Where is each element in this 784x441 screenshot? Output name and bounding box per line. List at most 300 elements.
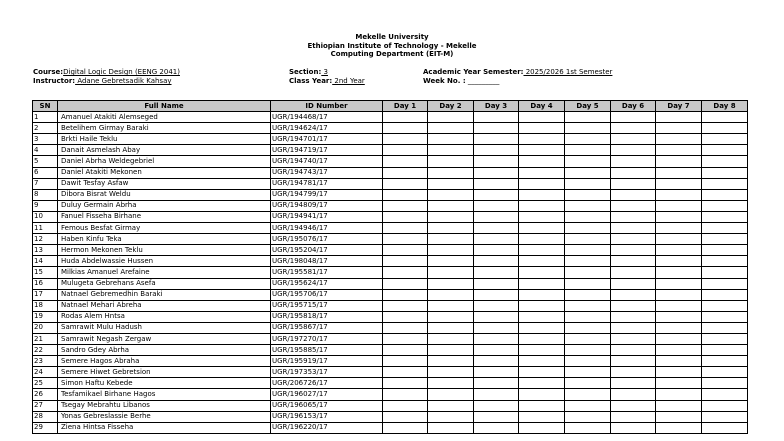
day-2-cell[interactable]	[428, 245, 474, 256]
day-3-cell[interactable]	[474, 300, 519, 311]
day-7-cell[interactable]	[656, 333, 702, 344]
day-1-cell[interactable]	[383, 389, 428, 400]
day-2-cell[interactable]	[428, 300, 474, 311]
day-2-cell[interactable]	[428, 422, 474, 433]
day-8-cell[interactable]	[702, 367, 748, 378]
day-7-cell[interactable]	[656, 123, 702, 134]
day-8-cell[interactable]	[702, 145, 748, 156]
id-number-cell: UGR/195624/17	[271, 278, 383, 289]
name-cell: Hermon Mekonen Teklu	[58, 245, 271, 256]
day-1-cell[interactable]	[383, 311, 428, 322]
day-7-cell[interactable]	[656, 145, 702, 156]
day-8-cell[interactable]	[702, 300, 748, 311]
table-row	[33, 400, 748, 411]
day-3-cell[interactable]	[474, 345, 519, 356]
day-2-cell[interactable]	[428, 200, 474, 211]
sn-cell: 12	[33, 234, 58, 245]
name-cell: Rodas Alem Hntsa	[58, 311, 271, 322]
day-7-cell[interactable]	[656, 200, 702, 211]
day-6-cell[interactable]	[611, 333, 656, 344]
day-5-cell[interactable]	[565, 400, 611, 411]
day-6-cell[interactable]	[611, 311, 656, 322]
day-5-cell[interactable]	[565, 267, 611, 278]
day-1-cell[interactable]	[383, 256, 428, 267]
day-1-cell[interactable]	[383, 322, 428, 333]
day-6-cell[interactable]	[611, 211, 656, 222]
day-4-cell[interactable]	[519, 378, 565, 389]
day-5-cell[interactable]	[565, 300, 611, 311]
day-5-cell[interactable]	[565, 200, 611, 211]
day-1-cell[interactable]	[383, 300, 428, 311]
day-1-cell[interactable]	[383, 289, 428, 300]
day-5-cell[interactable]	[565, 134, 611, 145]
table-row	[33, 333, 748, 344]
table-row	[33, 189, 748, 200]
day-1-cell[interactable]	[383, 345, 428, 356]
day-3-cell[interactable]	[474, 223, 519, 234]
day-1-cell[interactable]	[383, 112, 428, 123]
day-2-cell[interactable]	[428, 256, 474, 267]
id-number-cell: UGR/195885/17	[271, 345, 383, 356]
day-5-cell[interactable]	[565, 289, 611, 300]
day-4-cell[interactable]	[519, 356, 565, 367]
table-row	[33, 378, 748, 389]
name-cell: Semere Hiwet Gebretsion	[58, 367, 271, 378]
day-3-cell[interactable]	[474, 311, 519, 322]
day-2-cell[interactable]	[428, 389, 474, 400]
day-2-cell[interactable]	[428, 378, 474, 389]
day-8-cell[interactable]	[702, 411, 748, 422]
day-5-cell[interactable]	[565, 211, 611, 222]
day-5-cell[interactable]	[565, 333, 611, 344]
day-1-cell[interactable]	[383, 400, 428, 411]
day-5-cell[interactable]	[565, 256, 611, 267]
day-7-cell[interactable]	[656, 256, 702, 267]
day-7-cell[interactable]	[656, 311, 702, 322]
day-4-cell[interactable]	[519, 167, 565, 178]
day-4-cell[interactable]	[519, 234, 565, 245]
day-1-cell[interactable]	[383, 134, 428, 145]
day-4-cell[interactable]	[519, 345, 565, 356]
day-4-cell[interactable]	[519, 367, 565, 378]
day-6-cell[interactable]	[611, 156, 656, 167]
day-1-cell[interactable]	[383, 245, 428, 256]
name-cell: Danait Asmelash Abay	[58, 145, 271, 156]
day-3-cell[interactable]	[474, 289, 519, 300]
day-5-cell[interactable]	[565, 123, 611, 134]
day-2-cell[interactable]	[428, 400, 474, 411]
day-5-cell[interactable]	[565, 245, 611, 256]
day-6-cell[interactable]	[611, 167, 656, 178]
week-value: _________	[465, 77, 500, 85]
day-4-cell[interactable]	[519, 123, 565, 134]
day-4-cell[interactable]	[519, 411, 565, 422]
day-8-cell[interactable]	[702, 333, 748, 344]
day-7-cell[interactable]	[656, 400, 702, 411]
name-cell: Milkias Amanuel Arefaine	[58, 267, 271, 278]
section-value: 3	[321, 68, 328, 76]
sn-cell: 1	[33, 112, 58, 123]
day-6-cell[interactable]	[611, 356, 656, 367]
day-2-cell[interactable]	[428, 333, 474, 344]
day-7-cell[interactable]	[656, 211, 702, 222]
day-7-cell[interactable]	[656, 267, 702, 278]
day-5-cell[interactable]	[565, 234, 611, 245]
day-3-cell[interactable]	[474, 389, 519, 400]
day-2-cell[interactable]	[428, 167, 474, 178]
day-8-cell[interactable]	[702, 356, 748, 367]
day-2-cell[interactable]	[428, 278, 474, 289]
column-header-day-1: Day 1	[383, 101, 428, 112]
day-4-cell[interactable]	[519, 112, 565, 123]
sn-cell: 11	[33, 223, 58, 234]
day-3-cell[interactable]	[474, 267, 519, 278]
table-row	[33, 311, 748, 322]
day-2-cell[interactable]	[428, 356, 474, 367]
day-8-cell[interactable]	[702, 112, 748, 123]
day-6-cell[interactable]	[611, 245, 656, 256]
day-2-cell[interactable]	[428, 234, 474, 245]
name-cell: Mulugeta Gebrehans Asefa	[58, 278, 271, 289]
day-1-cell[interactable]	[383, 411, 428, 422]
day-8-cell[interactable]	[702, 278, 748, 289]
day-6-cell[interactable]	[611, 145, 656, 156]
day-1-cell[interactable]	[383, 278, 428, 289]
day-3-cell[interactable]	[474, 156, 519, 167]
id-number-cell: UGR/194941/17	[271, 211, 383, 222]
day-4-cell[interactable]	[519, 156, 565, 167]
day-4-cell[interactable]	[519, 178, 565, 189]
name-cell: Dawit Tesfay Asfaw	[58, 178, 271, 189]
day-5-cell[interactable]	[565, 322, 611, 333]
name-cell: Semere Hagos Abraha	[58, 356, 271, 367]
sn-cell: 9	[33, 200, 58, 211]
day-6-cell[interactable]	[611, 278, 656, 289]
day-8-cell[interactable]	[702, 400, 748, 411]
day-8-cell[interactable]	[702, 189, 748, 200]
id-number-cell: UGR/195818/17	[271, 311, 383, 322]
day-6-cell[interactable]	[611, 200, 656, 211]
day-5-cell[interactable]	[565, 223, 611, 234]
day-4-cell[interactable]	[519, 200, 565, 211]
day-1-cell[interactable]	[383, 234, 428, 245]
day-6-cell[interactable]	[611, 400, 656, 411]
name-cell: Dibora Bisrat Weldu	[58, 189, 271, 200]
section-label: Section:	[289, 68, 322, 76]
day-2-cell[interactable]	[428, 367, 474, 378]
day-8-cell[interactable]	[702, 123, 748, 134]
day-7-cell[interactable]	[656, 167, 702, 178]
day-6-cell[interactable]	[611, 322, 656, 333]
day-6-cell[interactable]	[611, 123, 656, 134]
day-8-cell[interactable]	[702, 378, 748, 389]
day-8-cell[interactable]	[702, 211, 748, 222]
day-8-cell[interactable]	[702, 134, 748, 145]
day-4-cell[interactable]	[519, 278, 565, 289]
day-5-cell[interactable]	[565, 345, 611, 356]
day-3-cell[interactable]	[474, 400, 519, 411]
id-number-cell: UGR/194799/17	[271, 189, 383, 200]
sn-cell: 10	[33, 211, 58, 222]
day-6-cell[interactable]	[611, 411, 656, 422]
day-3-cell[interactable]	[474, 245, 519, 256]
column-header-day-6: Day 6	[611, 101, 656, 112]
name-cell: Tsegay Mebrahtu Libanos	[58, 400, 271, 411]
day-7-cell[interactable]	[656, 223, 702, 234]
day-8-cell[interactable]	[702, 389, 748, 400]
day-5-cell[interactable]	[565, 167, 611, 178]
day-5-cell[interactable]	[565, 378, 611, 389]
day-5-cell[interactable]	[565, 189, 611, 200]
table-row	[33, 256, 748, 267]
sn-cell: 21	[33, 333, 58, 344]
day-8-cell[interactable]	[702, 200, 748, 211]
day-3-cell[interactable]	[474, 145, 519, 156]
day-8-cell[interactable]	[702, 345, 748, 356]
day-8-cell[interactable]	[702, 223, 748, 234]
day-6-cell[interactable]	[611, 267, 656, 278]
day-1-cell[interactable]	[383, 211, 428, 222]
day-7-cell[interactable]	[656, 378, 702, 389]
day-8-cell[interactable]	[702, 311, 748, 322]
day-1-cell[interactable]	[383, 123, 428, 134]
day-3-cell[interactable]	[474, 123, 519, 134]
day-6-cell[interactable]	[611, 256, 656, 267]
day-6-cell[interactable]	[611, 300, 656, 311]
day-2-cell[interactable]	[428, 123, 474, 134]
day-3-cell[interactable]	[474, 167, 519, 178]
academic-year-value: 2025/2026 1st Semester	[523, 68, 613, 76]
day-7-cell[interactable]	[656, 345, 702, 356]
column-header-day-7: Day 7	[656, 101, 702, 112]
table-row	[33, 267, 748, 278]
day-1-cell[interactable]	[383, 167, 428, 178]
table-row	[33, 167, 748, 178]
sn-cell: 22	[33, 345, 58, 356]
day-3-cell[interactable]	[474, 422, 519, 433]
day-2-cell[interactable]	[428, 345, 474, 356]
day-7-cell[interactable]	[656, 422, 702, 433]
sn-cell: 8	[33, 189, 58, 200]
day-5-cell[interactable]	[565, 278, 611, 289]
name-cell: Yonas Gebreslassie Berhe	[58, 411, 271, 422]
day-3-cell[interactable]	[474, 200, 519, 211]
name-cell: Samrawit Negash Zergaw	[58, 333, 271, 344]
day-7-cell[interactable]	[656, 356, 702, 367]
day-3-cell[interactable]	[474, 356, 519, 367]
table-row	[33, 367, 748, 378]
day-6-cell[interactable]	[611, 223, 656, 234]
day-1-cell[interactable]	[383, 145, 428, 156]
day-4-cell[interactable]	[519, 245, 565, 256]
day-7-cell[interactable]	[656, 322, 702, 333]
day-1-cell[interactable]	[383, 178, 428, 189]
day-4-cell[interactable]	[519, 300, 565, 311]
day-5-cell[interactable]	[565, 422, 611, 433]
day-4-cell[interactable]	[519, 256, 565, 267]
day-8-cell[interactable]	[702, 422, 748, 433]
day-2-cell[interactable]	[428, 411, 474, 422]
day-7-cell[interactable]	[656, 245, 702, 256]
day-1-cell[interactable]	[383, 156, 428, 167]
day-3-cell[interactable]	[474, 234, 519, 245]
day-3-cell[interactable]	[474, 256, 519, 267]
name-cell: Ziena Hintsa Fisseha	[58, 422, 271, 433]
day-4-cell[interactable]	[519, 400, 565, 411]
day-5-cell[interactable]	[565, 411, 611, 422]
id-number-cell: UGR/195076/17	[271, 234, 383, 245]
day-2-cell[interactable]	[428, 211, 474, 222]
day-5-cell[interactable]	[565, 389, 611, 400]
day-1-cell[interactable]	[383, 267, 428, 278]
table-row	[33, 422, 748, 433]
day-3-cell[interactable]	[474, 134, 519, 145]
instructor-value: Adane Gebretsadik Kahsay	[75, 77, 172, 85]
day-6-cell[interactable]	[611, 367, 656, 378]
day-8-cell[interactable]	[702, 267, 748, 278]
day-4-cell[interactable]	[519, 322, 565, 333]
name-cell: Duluy Germain Abrha	[58, 200, 271, 211]
week-label: Week No. :	[423, 77, 466, 85]
day-4-cell[interactable]	[519, 134, 565, 145]
id-number-cell: UGR/194719/17	[271, 145, 383, 156]
sn-cell: 19	[33, 311, 58, 322]
day-2-cell[interactable]	[428, 311, 474, 322]
table-row	[33, 322, 748, 333]
day-5-cell[interactable]	[565, 178, 611, 189]
day-2-cell[interactable]	[428, 145, 474, 156]
day-1-cell[interactable]	[383, 367, 428, 378]
day-4-cell[interactable]	[519, 145, 565, 156]
day-6-cell[interactable]	[611, 178, 656, 189]
day-7-cell[interactable]	[656, 234, 702, 245]
day-5-cell[interactable]	[565, 145, 611, 156]
day-7-cell[interactable]	[656, 156, 702, 167]
day-8-cell[interactable]	[702, 289, 748, 300]
day-8-cell[interactable]	[702, 322, 748, 333]
day-7-cell[interactable]	[656, 112, 702, 123]
day-6-cell[interactable]	[611, 134, 656, 145]
day-6-cell[interactable]	[611, 378, 656, 389]
day-6-cell[interactable]	[611, 234, 656, 245]
sn-cell: 27	[33, 400, 58, 411]
day-5-cell[interactable]	[565, 112, 611, 123]
day-3-cell[interactable]	[474, 211, 519, 222]
name-cell: Fanuel Fisseha Birhane	[58, 211, 271, 222]
day-3-cell[interactable]	[474, 378, 519, 389]
day-3-cell[interactable]	[474, 411, 519, 422]
day-4-cell[interactable]	[519, 189, 565, 200]
day-8-cell[interactable]	[702, 256, 748, 267]
day-4-cell[interactable]	[519, 223, 565, 234]
day-7-cell[interactable]	[656, 178, 702, 189]
day-3-cell[interactable]	[474, 333, 519, 344]
day-8-cell[interactable]	[702, 245, 748, 256]
day-7-cell[interactable]	[656, 278, 702, 289]
id-number-cell: UGR/194781/17	[271, 178, 383, 189]
day-8-cell[interactable]	[702, 234, 748, 245]
day-5-cell[interactable]	[565, 156, 611, 167]
day-2-cell[interactable]	[428, 156, 474, 167]
id-number-cell: UGR/195581/17	[271, 267, 383, 278]
day-6-cell[interactable]	[611, 289, 656, 300]
day-1-cell[interactable]	[383, 378, 428, 389]
course-info	[33, 68, 773, 86]
day-2-cell[interactable]	[428, 189, 474, 200]
day-3-cell[interactable]	[474, 112, 519, 123]
day-2-cell[interactable]	[428, 223, 474, 234]
day-2-cell[interactable]	[428, 322, 474, 333]
day-7-cell[interactable]	[656, 389, 702, 400]
day-5-cell[interactable]	[565, 367, 611, 378]
day-7-cell[interactable]	[656, 367, 702, 378]
day-4-cell[interactable]	[519, 389, 565, 400]
sn-cell: 15	[33, 267, 58, 278]
name-cell: Huda Abdelwassie Hussen	[58, 256, 271, 267]
day-2-cell[interactable]	[428, 134, 474, 145]
day-1-cell[interactable]	[383, 422, 428, 433]
day-3-cell[interactable]	[474, 322, 519, 333]
day-7-cell[interactable]	[656, 289, 702, 300]
day-2-cell[interactable]	[428, 267, 474, 278]
table-row	[33, 289, 748, 300]
id-number-cell: UGR/196027/17	[271, 389, 383, 400]
day-1-cell[interactable]	[383, 200, 428, 211]
day-8-cell[interactable]	[702, 167, 748, 178]
day-6-cell[interactable]	[611, 112, 656, 123]
day-4-cell[interactable]	[519, 311, 565, 322]
day-2-cell[interactable]	[428, 289, 474, 300]
day-1-cell[interactable]	[383, 356, 428, 367]
id-number-cell: UGR/194701/17	[271, 134, 383, 145]
day-5-cell[interactable]	[565, 311, 611, 322]
day-7-cell[interactable]	[656, 189, 702, 200]
document-header	[0, 33, 784, 59]
attendance-table	[32, 100, 748, 434]
day-4-cell[interactable]	[519, 211, 565, 222]
day-8-cell[interactable]	[702, 178, 748, 189]
day-1-cell[interactable]	[383, 223, 428, 234]
id-number-cell: UGR/206726/17	[271, 378, 383, 389]
day-4-cell[interactable]	[519, 289, 565, 300]
day-4-cell[interactable]	[519, 267, 565, 278]
day-6-cell[interactable]	[611, 345, 656, 356]
day-1-cell[interactable]	[383, 333, 428, 344]
day-7-cell[interactable]	[656, 134, 702, 145]
day-3-cell[interactable]	[474, 278, 519, 289]
table-row	[33, 389, 748, 400]
column-header-day-4: Day 4	[519, 101, 565, 112]
day-3-cell[interactable]	[474, 189, 519, 200]
day-6-cell[interactable]	[611, 422, 656, 433]
day-3-cell[interactable]	[474, 178, 519, 189]
day-5-cell[interactable]	[565, 356, 611, 367]
day-7-cell[interactable]	[656, 411, 702, 422]
week-field	[423, 77, 773, 86]
day-3-cell[interactable]	[474, 367, 519, 378]
day-4-cell[interactable]	[519, 422, 565, 433]
day-2-cell[interactable]	[428, 112, 474, 123]
day-7-cell[interactable]	[656, 300, 702, 311]
table-row	[33, 156, 748, 167]
day-8-cell[interactable]	[702, 156, 748, 167]
day-6-cell[interactable]	[611, 189, 656, 200]
day-4-cell[interactable]	[519, 333, 565, 344]
day-1-cell[interactable]	[383, 189, 428, 200]
day-6-cell[interactable]	[611, 389, 656, 400]
sn-cell: 7	[33, 178, 58, 189]
day-2-cell[interactable]	[428, 178, 474, 189]
